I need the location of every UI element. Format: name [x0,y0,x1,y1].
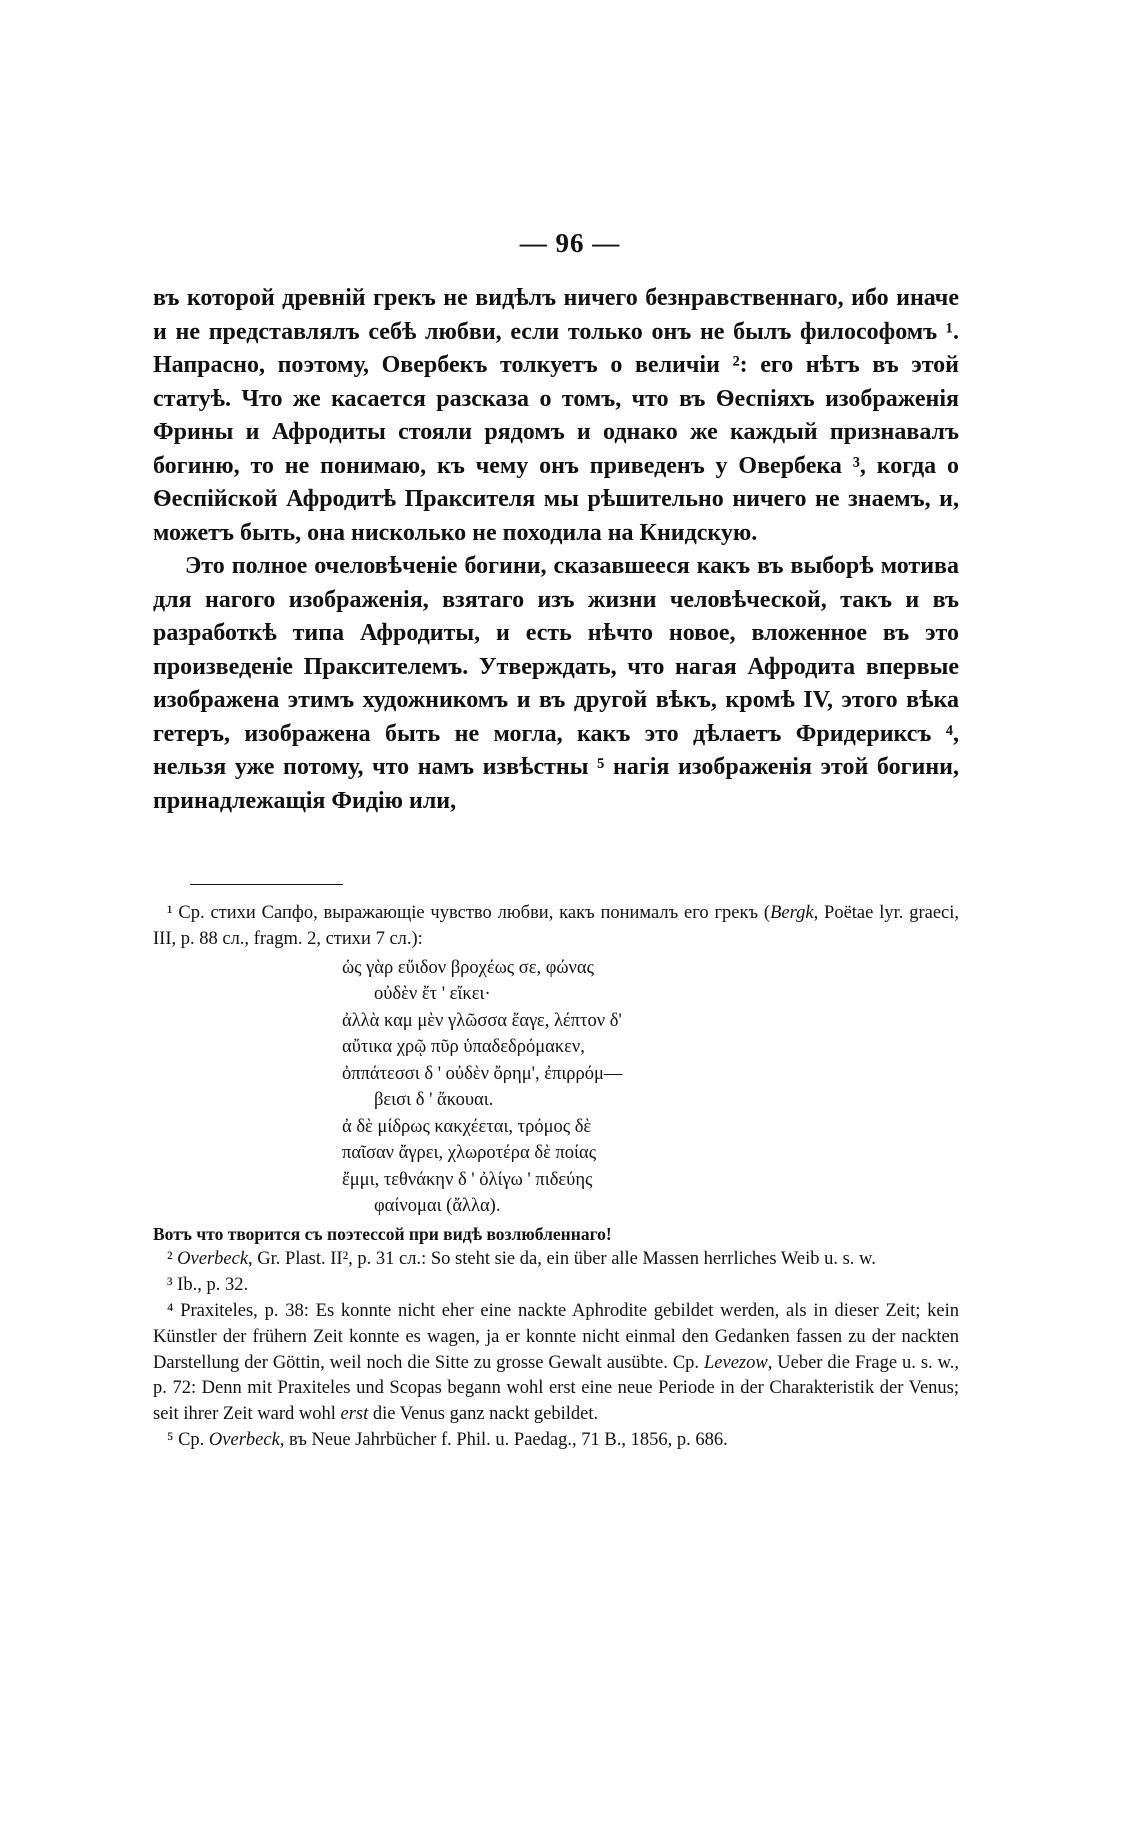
footnote-3-mark: ³ [167,1275,173,1296]
poem-line: παῖσαν ἄγρει, χλωροτέρα δὲ ποίας [342,1143,597,1164]
poem-line: φαίνομαι (ἄλλα). [374,1196,501,1217]
footnote-1-text: Ср. стихи Сапфо, выражающіе чувство любви, какъ понималъ его грекъ ( [178,903,771,923]
poem-line: οὐδὲν ἔτ ' εἴκει· [374,984,491,1005]
footnote-2-text: , Gr. Plast. II², p. 31 сл.: So steht sie da, ein über alle Massen herrliches Weib u. s. w. [248,1249,876,1270]
footnote-4-text-end: die Venus ganz nackt gebildet. [368,1404,599,1425]
poem-line: βεισι δ ' ἄκουαι. [374,1090,494,1111]
footnote-5-mark: ⁵ [167,1429,174,1450]
footnote-1 [153,901,959,953]
footnote-4-emphasis: erst [340,1404,369,1425]
poem-line: ὀππάτεσσι δ ' οὐδὲν ὄρημ', ἐπιρρόμ— [342,1063,623,1084]
footnote-3-text: Ib., p. 32. [177,1275,249,1296]
footnote-4-mark: ⁴ [167,1300,174,1321]
footnote-divider [190,884,343,885]
footnote-5-author: Overbeck [208,1429,280,1450]
footnote-4-text: Praxiteles, p. 38: Es konnte nicht eher eine nackte Aphrodite gebildet werden, als in dieser Zeit; kein Künstler der frühern Zeit konnte es wagen, ja er konnte nicht einmal den Gedanken fassen zu der nackten Darstellung der Göttin, weil noch die Sitte zu grosse Gewalt ausübte. Ср. [153,1300,960,1373]
greek-poem [342,955,959,1220]
paragraph-2: Это полное очеловѣченіе богини, сказавшееся какъ въ выборѣ мотива для нагого изображенія, взятаго изъ жизни человѣческой, такъ и въ разработкѣ типа Афродиты, и есть нѣчто новое, вложенное въ это произведеніе Праксителемъ. Утверждать, что нагая Афродита впервые изображена этимъ художникомъ и въ другой вѣкъ, кромѣ IV, этого вѣка гетеръ, изображена быть не могла, какъ это дѣлаетъ Фридериксъ ⁴, нельзя уже потому, что намъ извѣстны ⁵ нагія изображенія этой богини, принадлежащія Фидію или, [153,553,959,814]
footnote-5 [153,1428,959,1454]
footnote-1-text-after: , Poëtae lyr. graeci, III, p. 88 сл., fragm. 2, стихи 7 сл.): [153,903,960,949]
poem-line: αὔτικα χρῷ πῦρ ὑπαδεδρόμακεν, [342,1037,585,1058]
page-number: — 96 — [519,228,621,258]
footnote-3 [153,1273,959,1299]
footnote-5-text-after: , въ Neue Jahrbücher f. Phil. u. Paedag., 71 B., 1856, p. 686. [279,1429,728,1450]
poem-line: ἀλλὰ καμ μὲν γλῶσσα ἔαγε, λέπτον δ' [342,1010,622,1031]
footnote-2 [153,1247,959,1273]
footnote-2-mark: ² [167,1249,173,1270]
paragraph-1: въ которой древній грекъ не видѣлъ ничего безнравственнаго, ибо иначе и не представлялъ себѣ любви, если только онъ не былъ философомъ ¹. Напрасно, поэтому, Овербекъ толкуетъ о величіи ²: его нѣтъ въ этой статуѣ. Что же касается разсказа о томъ, что въ Ѳеспіяхъ изображенія Фрины и Афродиты стояли рядомъ и однако же каждый признавалъ богиню, то не понимаю, къ чему онъ приведенъ у Овербека ³, когда о Ѳеспійской Афродитѣ Праксителя мы рѣшительно ничего не знаемъ, и, можетъ быть, она нисколько не походила на Книдскую. [153,285,959,546]
footnote-4-author: Levezow [703,1352,768,1373]
poem-line: ἀ δὲ μίδρως κακχέεται, τρόμος δὲ [342,1116,592,1137]
poem-closing-line: Вотъ что творится съ поэтессой при видѣ возлюбленнаго! [153,1223,612,1244]
poem-line: ἔμμι, τεθνάκην δ ' ὀλίγω ' πιδεύης [342,1169,593,1190]
footnotes [153,901,959,1454]
poem-line: ὡς γὰρ εὔιδον βροχέως σε, φώνας [342,957,594,978]
main-text [153,282,959,818]
footnote-2-author: Overbeck [177,1249,249,1270]
footnote-1-author: Bergk [770,903,814,923]
footnote-4-text-after: , Ueber die Frage u. s. w., p. 72: Denn mit Praxiteles und Scopas begann wohl erst eine neue Periode in der Charakteristik der Venus; seit ihrer Zeit ward wohl [153,1352,959,1425]
footnote-4 [153,1299,959,1428]
footnote-5-text: Ср. [178,1429,209,1450]
footnote-1-mark: ¹ [167,903,173,923]
